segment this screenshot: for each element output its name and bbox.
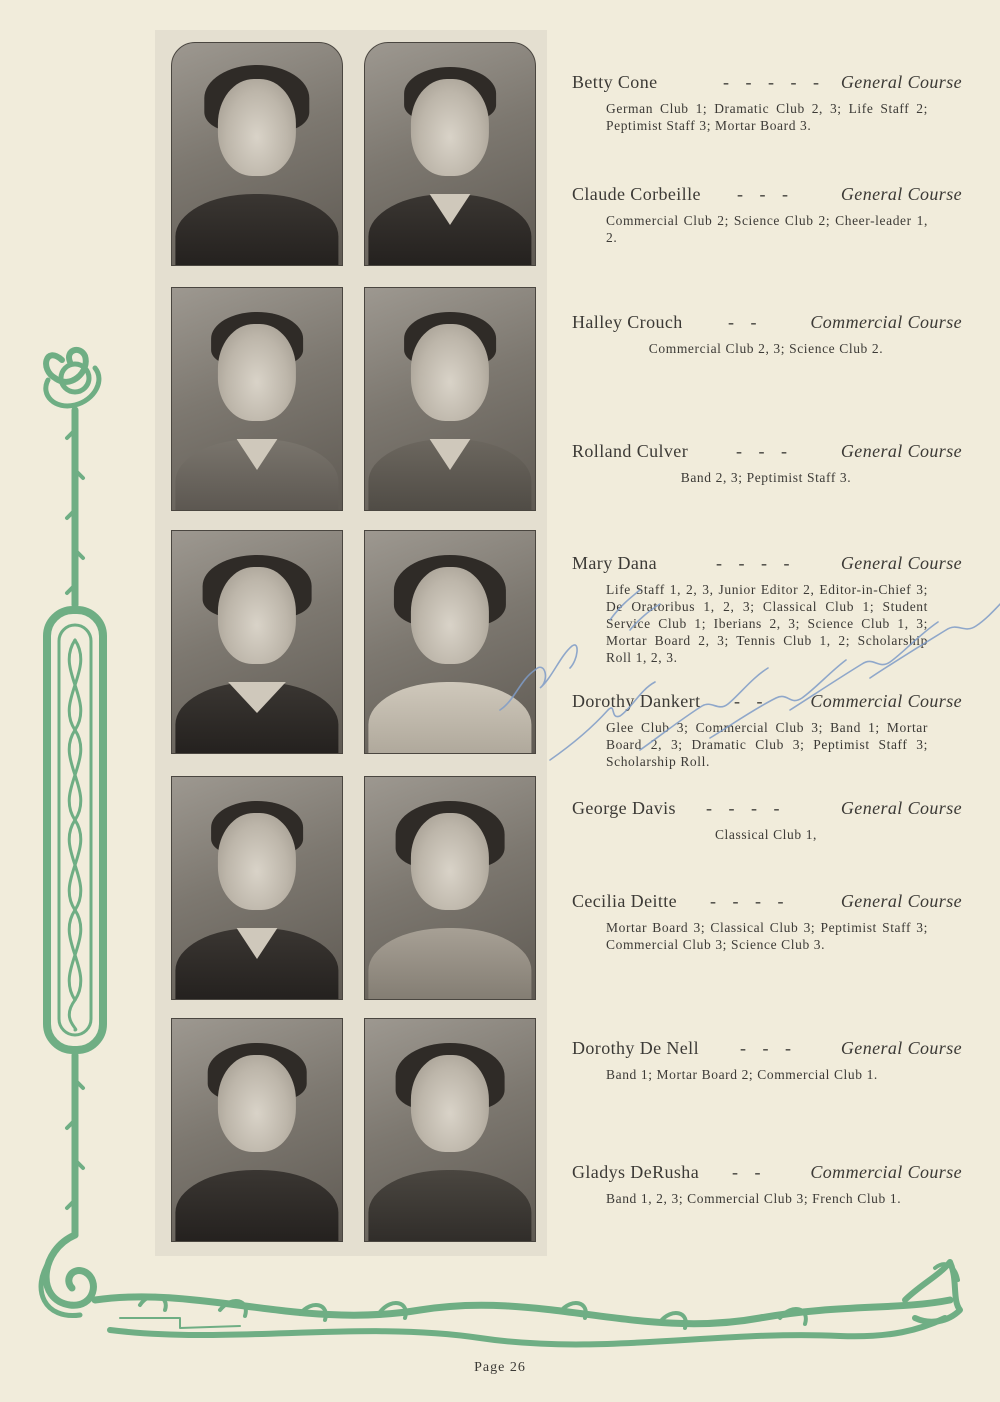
portrait-photo (364, 287, 536, 511)
leader-dashes: - - - (740, 1038, 797, 1058)
portrait-panel (155, 30, 547, 1256)
leader-dashes: - - - - (706, 798, 786, 818)
course-name: General Course (840, 891, 962, 911)
student-name: Dorothy Dankert (572, 691, 701, 711)
student-name: Dorothy De Nell (572, 1038, 699, 1058)
activities-text: Band 1; Mortar Board 2; Commercial Club 1. (606, 1067, 878, 1082)
leader-dashes: - - - - (716, 553, 796, 573)
activities-text: Band 1, 2, 3; Commercial Club 3; French Club 1. (606, 1191, 902, 1206)
course-name: General Course (840, 798, 962, 818)
student-name: George Davis (572, 798, 676, 818)
leader-dashes: - - (728, 312, 763, 332)
portrait-photo (171, 287, 343, 511)
course-name: Commercial Course (810, 312, 962, 332)
student-name: Cecilia Deitte (572, 891, 678, 911)
handwritten-signature (490, 560, 1000, 780)
leader-dashes: - - - (736, 441, 793, 461)
activities-text: German Club 1; Dramatic Club 2, 3; Life Staff 2; Peptimist Staff 3; Mortar Board 3. (606, 101, 928, 133)
course-name: Commercial Course (810, 1162, 962, 1182)
activities-text: Band 2, 3; Peptimist Staff 3. (680, 470, 852, 485)
student-entry (570, 1162, 962, 1207)
portrait-photo (364, 42, 536, 266)
course-name: General Course (840, 1038, 962, 1058)
activities-text: Classical Club 1, (714, 827, 818, 842)
leader-dashes: - - (734, 691, 769, 711)
student-name: Gladys DeRusha (572, 1162, 700, 1182)
leader-dashes: - - - (737, 184, 794, 204)
leader-dashes: - - (732, 1162, 767, 1182)
student-name: Rolland Culver (572, 441, 689, 461)
activities-text: Life Staff 1, 2, 3, Junior Editor 2, Editor-in-Chief 3; De Oratoribus 1, 2, 3; Classical Club 1; Student Service Club 1; Iberians 2, 3; Science Club 1, 3; Mortar Board 2, 3; Tennis Club 1, 2; Scholarship Roll 1, 2, 3. (606, 582, 928, 665)
course-name: Commercial Course (810, 691, 962, 711)
student-entry (570, 891, 962, 953)
student-name: Betty Cone (572, 72, 658, 92)
portrait-photo (364, 776, 536, 1000)
student-name: Mary Dana (572, 553, 658, 573)
student-entry (570, 1038, 962, 1083)
leader-dashes: - - - - (710, 891, 790, 911)
activities-text: Commercial Club 2; Science Club 2; Cheer-leader 1, 2. (606, 213, 928, 245)
portrait-photo (171, 1018, 343, 1242)
student-name: Halley Crouch (572, 312, 683, 332)
course-name: General Course (840, 184, 962, 204)
activities-text: Mortar Board 3; Classical Club 3; Peptimist Staff 3; Commercial Club 3; Science Club 3. (606, 920, 928, 952)
activities-text: Commercial Club 2, 3; Science Club 2. (648, 341, 884, 356)
student-name: Claude Corbeille (572, 184, 701, 204)
activities-text: Glee Club 3; Commercial Club 3; Band 1; Mortar Board 2, 3; Dramatic Club 3; Peptimist Staff 3; Scholarship Roll. (606, 720, 928, 769)
student-entry (570, 72, 962, 134)
student-entry (570, 184, 962, 246)
leader-dashes: - - - - - (723, 72, 825, 92)
portrait-photo (171, 530, 343, 754)
student-entry (570, 798, 962, 843)
course-name: General Course (840, 72, 962, 92)
student-entry (570, 441, 962, 486)
page-number: Page 26 (474, 1360, 526, 1375)
course-name: General Course (840, 553, 962, 573)
portrait-photo (171, 42, 343, 266)
course-name: General Course (840, 441, 962, 461)
portrait-photo (171, 776, 343, 1000)
student-entry (570, 312, 962, 357)
portrait-photo (364, 1018, 536, 1242)
